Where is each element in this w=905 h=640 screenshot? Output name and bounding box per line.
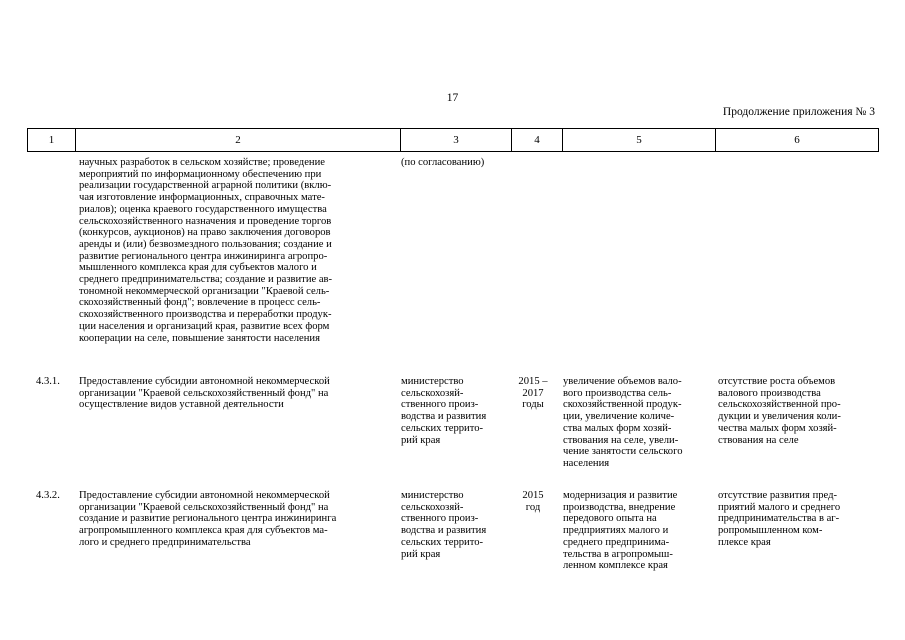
text-line: увеличение объемов вало-: [563, 376, 682, 387]
text-line: чества малых форм хозяй-: [718, 422, 837, 434]
text-line: чая изготовление информационных, справочных мате-: [79, 192, 325, 204]
text-line: организации "Краевой сельскохозяйственный фонд" на: [79, 387, 329, 399]
text-line: организации "Краевой сельскохозяйственный фонд" на: [79, 501, 329, 513]
text-line: сельских террито-: [401, 536, 484, 548]
row-number: 4.3.2.: [36, 490, 60, 501]
text-line: год: [525, 501, 541, 513]
text-line: ственного произ-: [401, 399, 479, 411]
text-line: ленном комплексе края: [563, 560, 668, 572]
continuation-label: Продолжение приложения № 3: [722, 106, 875, 118]
text-line: ственного произ-: [401, 513, 479, 525]
text-line: среднего предпринима-: [563, 536, 670, 548]
text-line: сельскохозяйственного назначения и проведение торгов: [79, 215, 332, 227]
text-line: кооперации на селе, повышение занятости населения: [79, 332, 320, 344]
text-line: 2017: [522, 387, 544, 399]
column-number-6: 6: [716, 129, 879, 152]
text-line: аренды и (или) безвозмездного пользования; создание и: [79, 238, 332, 250]
column-number-4: 4: [512, 129, 563, 152]
text-line: годы: [522, 399, 544, 411]
text-line: водства и развития: [401, 525, 487, 537]
column-number-2: 2: [76, 129, 401, 152]
text-line: ции, увеличение количе-: [563, 411, 675, 423]
text-line: водства и развития: [401, 411, 487, 423]
period-cell: [512, 490, 554, 513]
header-row: [28, 129, 879, 152]
text-line: тельства в агропромыш-: [563, 548, 673, 560]
text-line: риалов); оценка краевого государственного имущества: [79, 203, 327, 215]
text-line: ствования на селе: [718, 434, 799, 446]
executor-cell: [401, 376, 506, 446]
table-header: [27, 128, 879, 152]
result-cell: [563, 490, 712, 572]
column-number-3: 3: [401, 129, 512, 152]
text-line: предприятиях малого и: [563, 525, 669, 537]
text-line: населения: [563, 457, 610, 469]
text-line: агропромышленного комплекса края для субъектов ма-: [79, 525, 328, 537]
text-line: ции населения и организаций края, развитие всех форм: [79, 320, 330, 332]
text-line: научных разработок в сельском хозяйстве; проведение: [79, 157, 325, 168]
text-line: передового опыта на: [563, 513, 657, 525]
text-line: рий края: [401, 548, 441, 560]
text-line: плексе края: [718, 536, 771, 548]
consequence-cell: [718, 490, 876, 549]
period-cell: [512, 376, 554, 411]
text-line: дукции и увеличения коли-: [718, 411, 841, 423]
text-line: мероприятий по информационному обеспечению при: [79, 168, 322, 180]
text-line: скохозяйственный фонд"; вовлечение в процесс сель-: [79, 297, 321, 309]
text-line: скохозяйственного производства и переработки продук-: [79, 309, 332, 321]
text-line: валового производства: [718, 387, 821, 399]
text-line: рий края: [401, 434, 441, 446]
measure-cell: [79, 490, 394, 549]
text-line: реализации государственной аграрной политики (вклю-: [79, 180, 332, 192]
text-line: производства, внедрение: [563, 501, 676, 513]
text-line: Предоставление субсидии автономной некоммерческой: [79, 376, 330, 387]
text-line: министерство: [401, 376, 464, 387]
text-line: сельскохозяй-: [401, 501, 464, 513]
text-line: создание и развитие регионального центра инжиниринга: [79, 513, 337, 525]
text-line: (по согласованию): [401, 157, 485, 168]
text-line: сельскохозяйственной про-: [718, 399, 841, 411]
text-line: сельскохозяй-: [401, 387, 464, 399]
text-line: среднего предпринимательства; создание и развитие ав-: [79, 274, 333, 286]
row-number: 4.3.1.: [36, 376, 60, 387]
text-line: развитие регионального центра инжиниринга агропро-: [79, 250, 328, 262]
text-line: министерство: [401, 490, 464, 501]
text-line: ствования на селе, увели-: [563, 434, 679, 446]
text-line: ропромышленном ком-: [718, 525, 823, 537]
text-line: вого производства сель-: [563, 387, 672, 399]
page-number: 17: [446, 92, 459, 104]
text-line: отсутствие развития пред-: [718, 490, 838, 501]
text-line: Предоставление субсидии автономной некоммерческой: [79, 490, 330, 501]
consequence-cell: [718, 376, 876, 446]
text-line: мышленного комплекса края для субъектов малого и: [79, 262, 317, 274]
text-line: модернизация и развитие: [563, 490, 678, 501]
text-line: лого и среднего предпринимательства: [79, 536, 251, 548]
measure-cell: [79, 157, 394, 344]
text-line: тономной некоммерческой организации "Краевой сель-: [79, 285, 330, 297]
text-line: скохозяйственной продук-: [563, 399, 682, 411]
text-line: отсутствие роста объемов: [718, 376, 836, 387]
executor-cell: [401, 157, 506, 169]
column-number-1: 1: [28, 129, 76, 152]
text-line: 2015 –: [518, 376, 548, 387]
text-line: ства малых форм хозяй-: [563, 422, 672, 434]
measure-cell: [79, 376, 394, 411]
text-line: приятий малого и среднего: [718, 501, 841, 513]
text-line: (конкурсов, аукционов) на право заключения договоров: [79, 227, 331, 239]
executor-cell: [401, 490, 506, 560]
result-cell: [563, 376, 712, 470]
text-line: 2015: [522, 490, 544, 501]
text-line: предпринимательства в аг-: [718, 513, 840, 525]
text-line: осуществление видов уставной деятельности: [79, 399, 284, 411]
text-line: сельских террито-: [401, 422, 484, 434]
text-line: чение занятости сельского: [563, 446, 683, 458]
column-number-5: 5: [563, 129, 716, 152]
